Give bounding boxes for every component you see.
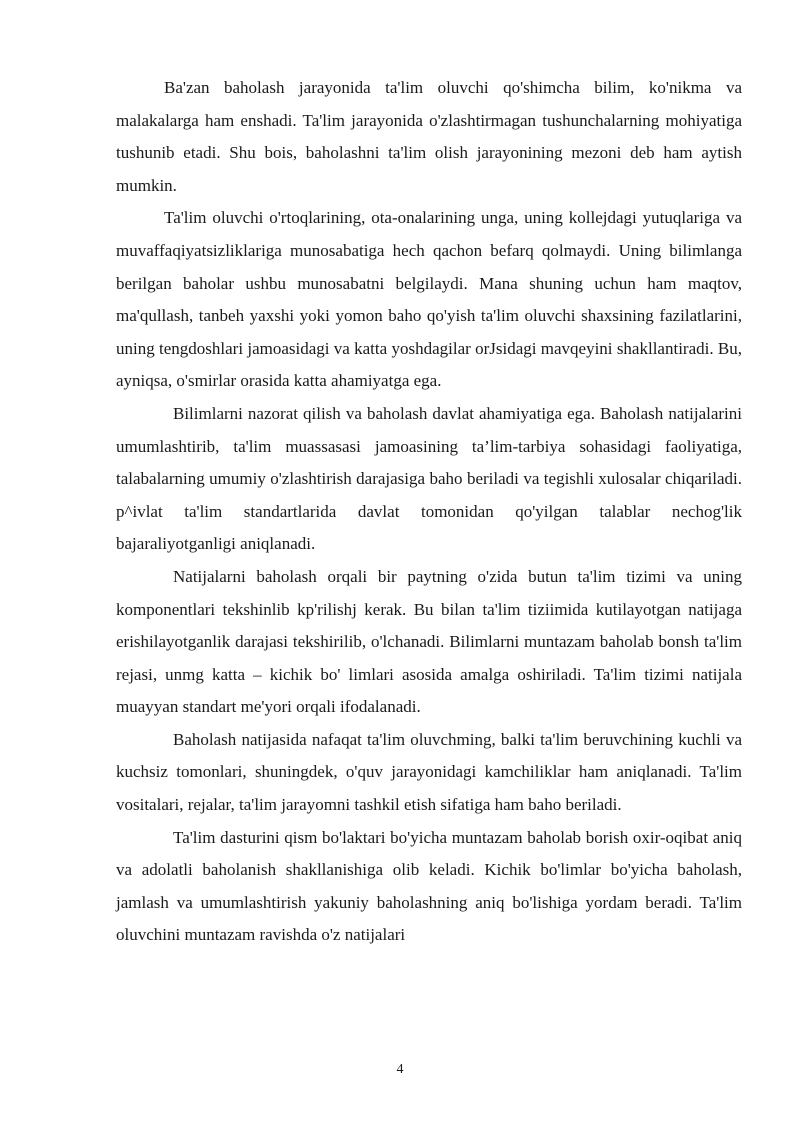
paragraph-4: Natijalarni baholash orqali bir paytning o'zida butun ta'lim tizimi va uning komponentlari tekshinlib kp'rilishj kerak. Bu bilan ta'lim tiziimida kutilayotgan natijaga erishilayotganlik darajasi tekshirilib, o'lchanadi. Bilimlarni muntazam baholab bonsh ta'lim rejasi, unmg katta – kichik bo' limlari asosida amalga oshiriladi. Ta'lim tizimi natijala muayyan standart me'yori orqali ifodalanadi. <box>116 566 742 717</box>
paragraph-3: Bilimlarni nazorat qilish va baholash davlat ahamiyatiga ega. Baholash natijalarini umumlashtirib, ta'lim muassasasi jamoasining ta’lim-tarbiya sohasidagi faoliyatiga, talabalarning umumiy o'zlashtirish darajasiga baho beriladi va tegishli xulosalar chiqariladi. p^ivlat ta'lim standartlarida davlat tomonidan qo'yilgan talablar nechog'lik bajaraliyotganligi aniqlanadi. <box>116 403 742 554</box>
body-text <box>116 72 742 952</box>
paragraph-6: Ta'lim dasturini qism bo'laktari bo'yicha muntazam baholab borish oxir-oqibat aniq va adolatli baholanish shakllanishiga olib keladi. Kichik bo'limlar bo'yicha baholash, jamlash va umumlashtirish yakuniy baholashning aniq bo'lishiga yordam beradi. Ta'lim oluvchini muntazam ravishda o'z natijalari <box>116 827 742 945</box>
paragraph-2: Ta'lim oluvchi o'rtoqlarining, ota-onalarining unga, uning kollejdagi yutuqlariga va muvaffaqiyatsizliklariga munosabatiga hech qachon befarq qolmaydi. Uning bilimlanga berilgan baholar ushbu munosabatni belgilaydi. Mana shuning uchun ham maqtov, ma'qullash, tanbeh yaxshi yoki yomon baho qo'yish ta'lim oluvchi shaxsining fazilatlarini, uning tengdoshlari jamoasidagi va katta yoshdagilar orJsidagi mavqeyini shakllantiradi. Bu, ayniqsa, o'smirlar orasida katta ahamiyatga ega. <box>116 208 742 391</box>
paragraph-5: Baholash natijasida nafaqat ta'lim oluvchming, balki ta'lim beruvchining kuchli va kuchsiz tomonlari, shuningdek, o'quv jarayonidagi kamchiliklar ham aniqlanadi. Ta'lim vositalari, rejalar, ta'lim jarayomni tashkil etish sifatiga ham baho beriladi. <box>116 729 742 815</box>
paragraph-1: Ba'zan baholash jarayonida ta'lim oluvchi qo'shimcha bilim, ko'nikma va malakalarga ham enshadi. Ta'lim jarayonida o'zlashtirmagan tushunchalarning mohiyatiga tushunib etadi. Shu bois, baholashni ta'lim olish jarayonining mezoni deb ham aytish mumkin. <box>116 78 742 195</box>
page-number: 4 <box>396 1062 404 1077</box>
